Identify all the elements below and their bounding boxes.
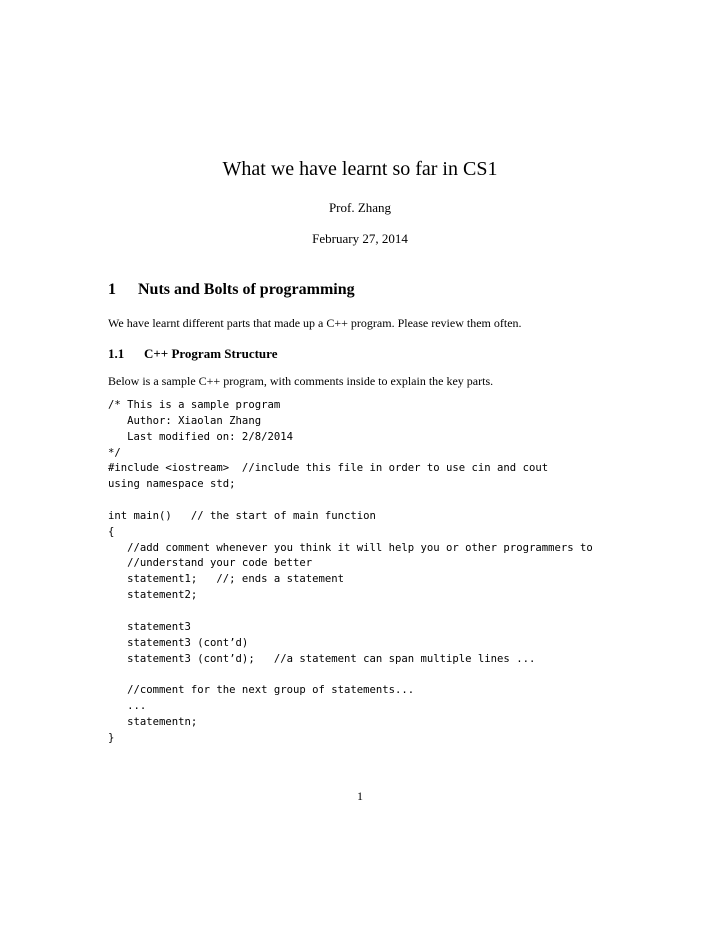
document-author: Prof. Zhang xyxy=(328,200,392,215)
subsection-number: 1.1 xyxy=(108,346,125,361)
section-paragraph: We have learnt different parts that made up a C++ program. Please review them often. xyxy=(108,316,522,330)
code-line: //add comment whenever you think it will help you or other programmers to xyxy=(108,541,593,554)
subsection-title: C++ Program Structure xyxy=(144,346,278,361)
code-line: //comment for the next group of statements... xyxy=(108,684,415,697)
page-number: 1 xyxy=(357,789,363,803)
code-line xyxy=(108,667,593,683)
code-line: Author: Xiaolan Zhang xyxy=(108,414,262,427)
code-line: statement3 (cont’d); //a statement can span multiple lines ... xyxy=(108,652,536,665)
code-line xyxy=(108,604,593,620)
code-line: int main() // the start of main function xyxy=(108,509,376,522)
code-line: using namespace std; xyxy=(108,478,236,491)
code-line: statement2; xyxy=(108,589,198,602)
code-line: //understand your code better xyxy=(108,557,313,570)
code-line: } xyxy=(108,731,115,744)
document-title: What we have learnt so far in CS1 xyxy=(222,158,498,180)
code-line: { xyxy=(108,525,115,538)
code-line xyxy=(108,493,593,509)
subsection-paragraph: Below is a sample C++ program, with comments inside to explain the key parts. xyxy=(108,374,494,388)
code-line: statementn; xyxy=(108,715,198,728)
code-line: #include <iostream> //include this file in order to use cin and cout xyxy=(108,462,549,475)
section-heading xyxy=(108,281,355,299)
code-line: */ xyxy=(108,446,121,459)
code-line: statement1; //; ends a statement xyxy=(108,573,344,586)
code-line: /* This is a sample program xyxy=(108,399,281,411)
code-listing xyxy=(108,398,593,747)
section-number: 1 xyxy=(108,281,116,298)
code-line: Last modified on: 2/8/2014 xyxy=(108,430,293,443)
document-date: February 27, 2014 xyxy=(312,231,408,246)
subsection-heading xyxy=(108,346,277,362)
section-title: Nuts and Bolts of programming xyxy=(138,281,355,298)
code-line: statement3 xyxy=(108,620,191,633)
code-line: statement3 (cont’d) xyxy=(108,636,249,649)
code-line: ... xyxy=(108,700,147,713)
